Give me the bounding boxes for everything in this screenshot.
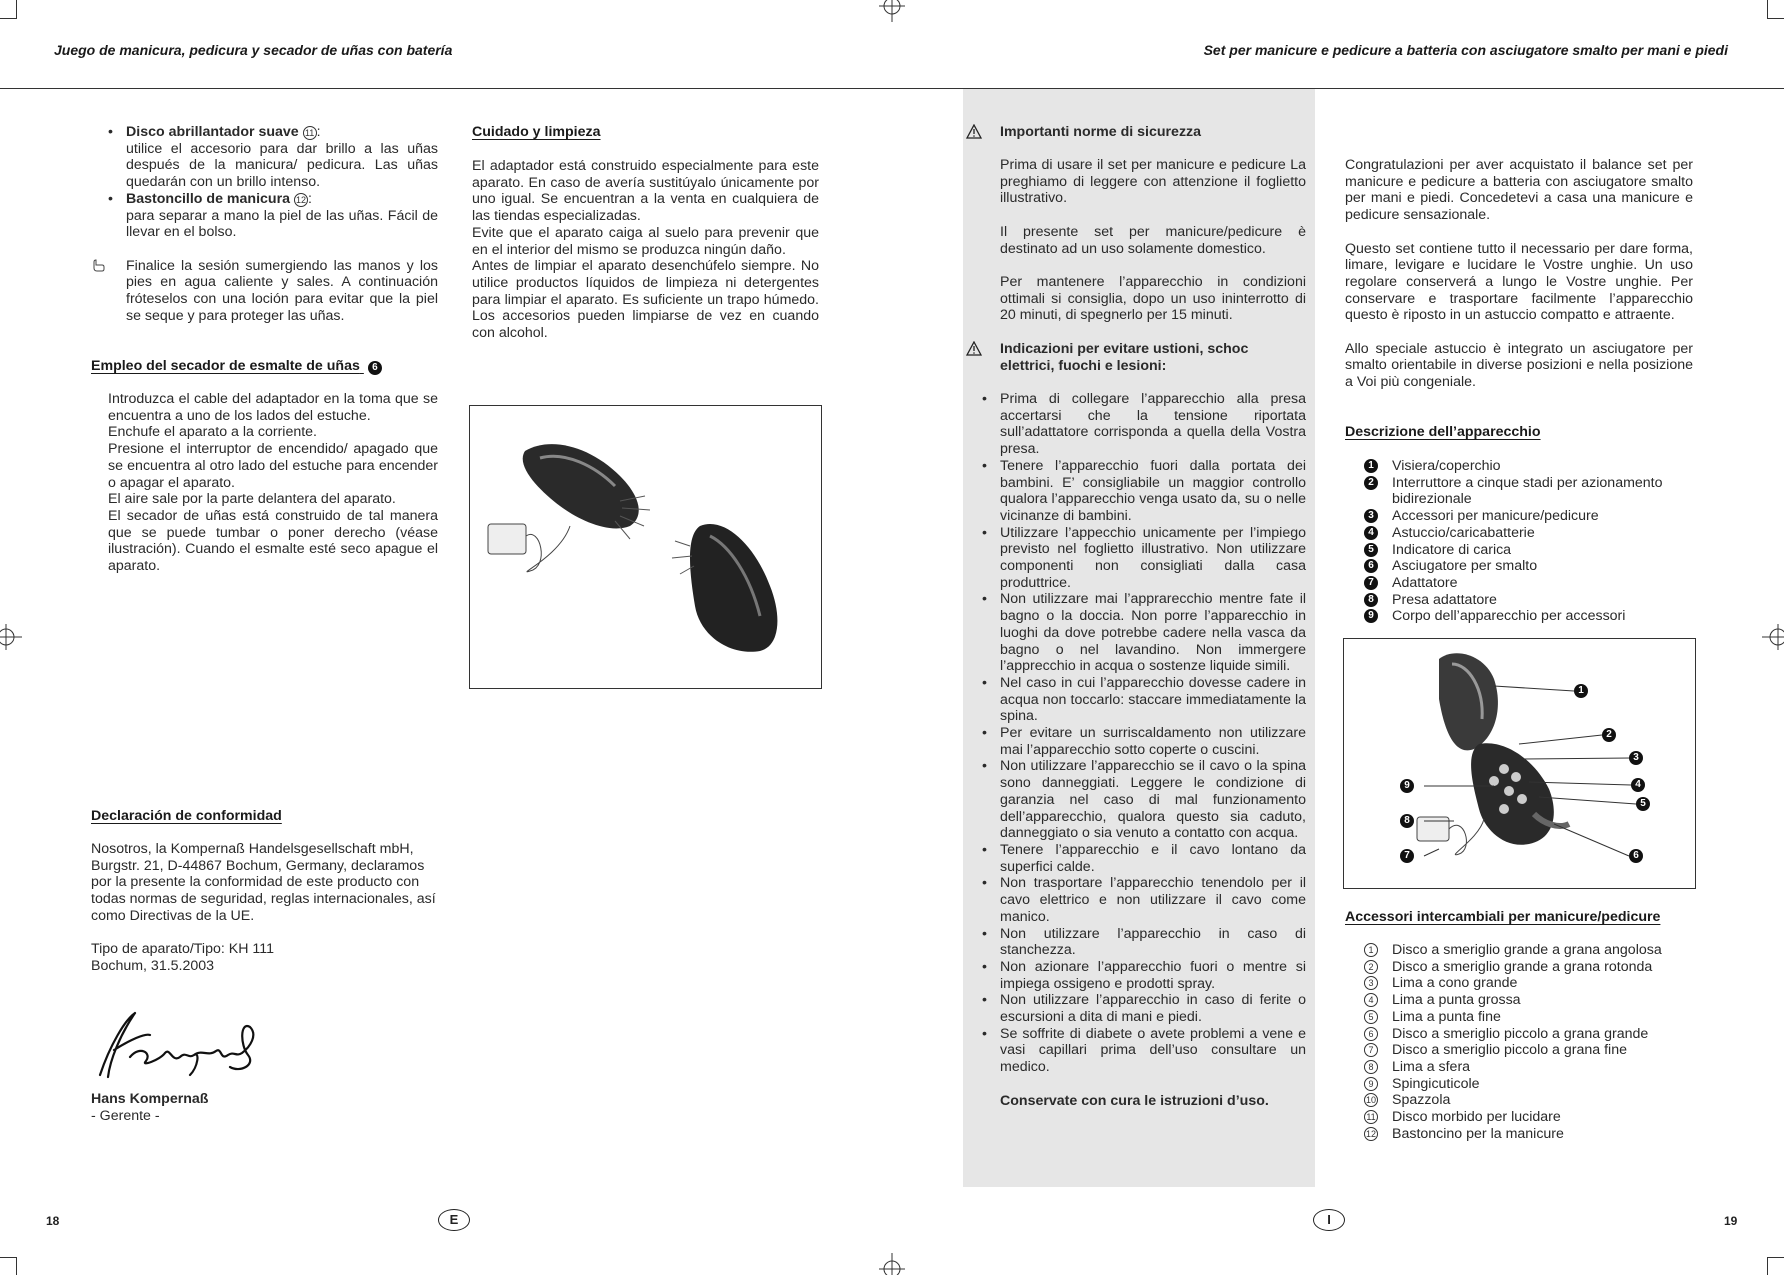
- callout-4: 4: [1631, 778, 1645, 792]
- bullet-colon: :: [316, 124, 321, 140]
- es-accessory-bullets: [108, 124, 438, 241]
- accessory-text: Disco a smeriglio grande a grana rotonda: [1392, 958, 1653, 975]
- language-badge-it: I: [1313, 1209, 1345, 1231]
- bullet-text: para separar a mano la piel de las uñas. Fácil de llevar en el bolso.: [126, 207, 438, 241]
- it-accessories-title: Accessori intercambiali per manicure/pedicure: [1345, 909, 1661, 925]
- number-badge: 2: [1364, 476, 1378, 490]
- registration-mark-right: [1762, 624, 1784, 650]
- accessory-text: Spazzola: [1392, 1092, 1451, 1109]
- language-badge-es: E: [438, 1209, 470, 1231]
- burns-item-4: • Non utilizzare mai l’apprarecchio mentre fate il bagno o la doccia. Non porre l’apparecchio in luoghi da dove potrebbe cadere nella vasca da bagno o nel lavandino. Non immergere l’apprecchio in acqua o sostenze liquide simili.: [982, 591, 1306, 675]
- page-number-left: 18: [46, 1214, 60, 1228]
- intro-para-3: Allo speciale astuccio è integrato un asciugatore per smalto orientabile in diverse posizioni e nella posizione a Voi più congeniale.: [1345, 340, 1693, 391]
- burns-item-3: • Utilizzare l’appecchio unicamente per l’impiego previsto nel foglietto illustrativo. Non utilizzare componenti non consigliati dalla casa produttrice.: [982, 525, 1306, 592]
- number-badge: 6: [1364, 559, 1378, 573]
- dryer-title-text: Empleo del secador de esmalte de uñas: [91, 358, 360, 374]
- dryer-number-badge: 6: [368, 361, 382, 375]
- intro-para-2: Questo set contiene tutto il necessario per dare forma, limare, levigare e lucidare le Vostre unghie. Un uso regolare conserverá a lungo le Vostre unghie. Per conservare e trasportare facilmente l’apparecchio questo è riposto in un astuccio compatto e attraente.: [1345, 240, 1693, 324]
- care-para-1: El adaptador está construido especialmente para este aparato. En caso de avería sustitúyalo únicamente por uno igual. Se encuentran a la venta en cualquiera de las tiendas especializadas.: [472, 158, 819, 225]
- desc-item: [1364, 475, 1694, 508]
- burns-item-8: • Tenere l’apparecchio e il cavo lontano da superfici calde.: [982, 842, 1306, 875]
- dryer-illustration: [469, 405, 822, 689]
- circled-number: 4: [1364, 993, 1378, 1007]
- callout-7: 7: [1400, 849, 1414, 863]
- registration-mark-bottom: [879, 1253, 905, 1275]
- it-safety-title: Importanti norme di sicurezza: [1000, 124, 1202, 140]
- burns-item-7: • Non utilizzare l’apparecchio se il cavo o la spina sono danneggiati. Leggere le condizione di garanzia nel caso di mal funzionamento dell’apparecchio, qualora questo sia caduto, danneggiato o sia venuto a contatto con acqua.: [982, 758, 1306, 842]
- it-desc-title: Descrizione dell’apparecchio: [1345, 424, 1541, 440]
- circled-number: 12: [295, 194, 306, 205]
- callout-3: 3: [1629, 751, 1643, 765]
- desc-item: [1364, 458, 1694, 475]
- crop-mark-tr-h: [1767, 18, 1784, 19]
- accessory-item: [1364, 1009, 1694, 1026]
- warning-icon: [966, 124, 982, 139]
- burns-item-1: • Prima di collegare l’apparecchio alla presa accertarsi che la tensione riportata sull’adattatore corrisponda a quella della Vostra presa.: [982, 391, 1306, 458]
- desc-text: Adattatore: [1392, 574, 1458, 591]
- desc-text: Astuccio/caricabatterie: [1392, 524, 1535, 541]
- desc-text: Visiera/coperchio: [1392, 458, 1501, 474]
- bullet-term: Disco abrillantador suave: [126, 124, 299, 140]
- crop-mark-tr: [1767, 0, 1768, 18]
- desc-text: Indicatore di carica: [1392, 541, 1512, 558]
- desc-text: Corpo dell’apparecchio per accessori: [1392, 608, 1626, 625]
- conformity-text: Nosotros, la Kompernaß Handelsgesellschaft mbH, Burgstr. 21, D-44867 Bochum, Germany, declaramos por la presente la conformidad de este producto con todas normas de seguridad, reglas internacionales, así como Directivas de la UE.: [91, 841, 436, 924]
- number-badge: 1: [1364, 459, 1378, 473]
- crop-mark-bl: [16, 1257, 17, 1275]
- burns-item-9: • Non trasportare l’apparecchio tenendolo per il cavo elettrico e non utilizzare il cavo come manico.: [982, 875, 1306, 925]
- circled-number: 12: [1365, 1128, 1376, 1139]
- accessory-text: Spingicuticole: [1392, 1075, 1480, 1092]
- callout-9: 9: [1400, 779, 1414, 793]
- bullet-term: Bastoncillo de manicura: [126, 190, 290, 207]
- burns-item-10: • Non utilizzare l’apparecchio in caso di stanchezza.: [982, 926, 1306, 959]
- desc-item: [1364, 542, 1694, 559]
- circled-number: 9: [1364, 1077, 1378, 1091]
- safety-para-3: Per mantenere l’apparecchio in condizioni ottimali si consiglia, dopo un uso ininterrotto di 20 minuti, di spegnerlo per 15 minuti.: [1000, 273, 1306, 324]
- accessory-text: Lima a cono grande: [1392, 975, 1518, 992]
- accessory-item: [1364, 975, 1694, 992]
- crop-mark-br-h: [1767, 1257, 1784, 1258]
- safety-para-2: Il presente set per manicure/pedicure è destinato ad un uso solamente domestico.: [1000, 223, 1306, 257]
- crop-mark-tl: [16, 0, 17, 18]
- accessory-text: Disco a smeriglio piccolo a grana fine: [1392, 1042, 1627, 1059]
- registration-mark-top: [879, 0, 905, 22]
- safety-para-1: Prima di usare il set per manicure e pedicure La preghiamo di leggere con attenzione il foglietto illustrativo.: [1000, 157, 1306, 207]
- accessory-item: [1364, 1059, 1694, 1076]
- it-burns-list: [982, 391, 1306, 1109]
- desc-item: [1364, 575, 1694, 592]
- es-bullet-polish-disc: [108, 124, 438, 191]
- accessory-text: Disco morbido per lucidare: [1392, 1109, 1561, 1126]
- dryer-para-4: El aire sale por la parte delantera del aparato.: [108, 491, 396, 508]
- crop-mark-bl-h: [0, 1257, 17, 1258]
- dryer-para-1: Introduzca el cable del adaptador en la toma que se encuentra a uno de los lados del estuche.: [108, 391, 438, 424]
- accessory-item: [1364, 1092, 1694, 1109]
- circled-number: 5: [1364, 1010, 1378, 1024]
- es-care-title: Cuidado y limpieza: [472, 124, 601, 140]
- number-badge: 4: [1364, 526, 1378, 540]
- accessory-text: Bastoncino per la manicure: [1392, 1125, 1564, 1142]
- header-left: Juego de manicura, pedicura y secador de uñas con batería: [54, 42, 453, 58]
- desc-item: [1364, 508, 1694, 525]
- keep-instructions-note: Conservate con cura le istruzioni d’uso.: [1000, 1092, 1269, 1109]
- accessory-text: Disco a smeriglio piccolo a grana grande: [1392, 1025, 1649, 1042]
- type-line: Tipo de aparato/Tipo: KH 111: [91, 941, 274, 958]
- es-care-text: [472, 158, 819, 342]
- es-dryer-text: [108, 391, 438, 575]
- accessory-item: [1364, 959, 1694, 976]
- burns-item-13: • Se soffrite di diabete o avete problemi a vene e vasi capillari prima dell’uso consultare un medico.: [982, 1026, 1306, 1076]
- bullet-text: utilice el accesorio para dar brillo a las uñas después de la manicura/ pedicura. Las uñas quedarán con un brillo intenso.: [126, 140, 438, 191]
- device-drawing: [1344, 639, 1695, 888]
- dryer-para-5: El secador de uñas está construido de tal manera que se puede tumbar o poner derecho (véase ilustración). Cuando el esmalte esté seco apague el aparato.: [108, 507, 438, 575]
- desc-text: Accessori per manicure/pedicure: [1392, 508, 1599, 525]
- dryer-para-2: Enchufe el aparato a la corriente.: [108, 424, 318, 441]
- it-safety-paras: [1000, 157, 1306, 324]
- number-badge: 3: [1364, 509, 1378, 523]
- circled-number: 7: [1364, 1043, 1378, 1057]
- intro-para-1: Congratulazioni per aver acquistato il balance set per manicure e pedicure a batteria con asciugatore smalto per mani e piedi. Concedetevi a casa una manicure e pedicure sensazionale.: [1345, 157, 1693, 224]
- number-badge: 9: [1364, 609, 1378, 623]
- desc-item: [1364, 558, 1694, 575]
- desc-text: Presa adattatore: [1392, 591, 1497, 608]
- es-tip: [91, 258, 438, 325]
- bullet-colon: :: [307, 190, 312, 207]
- es-dryer-title: [91, 358, 382, 375]
- number-badge: 8: [1364, 593, 1378, 607]
- crop-mark-br: [1767, 1257, 1768, 1275]
- accessory-item: [1364, 1109, 1694, 1126]
- burns-item-12: • Non utilizzare l’apparecchio in caso di ferite o escursioni a dita di mani e piedi.: [982, 992, 1306, 1025]
- desc-text: Interruttore a cinque stadi per azionamento bidirezionale: [1392, 474, 1663, 508]
- callout-1: 1: [1574, 684, 1588, 698]
- circled-number: 11: [1364, 1110, 1378, 1124]
- header-right: Set per manicure e pedicure a batteria con asciugatore smalto per mani e piedi: [1203, 42, 1728, 58]
- burns-item-2: • Tenere l’apparecchio fuori dalla portata dei bambini. E’ consigliabile un maggior controllo qualora l’apparecchio venga usato da, su o nelle vicinanze di bambini.: [982, 458, 1306, 525]
- desc-item: [1364, 525, 1694, 542]
- circled-number: 6: [1364, 1027, 1378, 1041]
- circled-number: 2: [1364, 960, 1378, 974]
- circled-number: 1: [1364, 943, 1378, 957]
- accessory-item: [1364, 942, 1694, 959]
- signer-name: Hans Kompernaß: [91, 1091, 209, 1107]
- es-column-1: [91, 124, 438, 324]
- callout-8: 8: [1400, 814, 1414, 828]
- dryer-drawing: [470, 406, 821, 688]
- circled-number: 10: [1365, 1095, 1376, 1106]
- accessory-text: Lima a sfera: [1392, 1058, 1471, 1075]
- accessory-item: [1364, 1042, 1694, 1059]
- it-burns-title: Indicazioni per evitare ustioni, schoc elettrici, fuochi e lesioni:: [1000, 341, 1249, 374]
- it-accessories-list: [1364, 942, 1694, 1142]
- circled-number: 11: [303, 126, 317, 140]
- number-badge: 5: [1364, 543, 1378, 557]
- accessory-text: Lima a punta fine: [1392, 1008, 1501, 1025]
- accessory-item: [1364, 1026, 1694, 1043]
- tip-text: Finalice la sesión sumergiendo las manos y los pies en agua caliente y sales. A continuación fróteselos con una loción para evitar que la piel se seque y para proteger las uñas.: [126, 257, 438, 324]
- signature: [90, 1005, 275, 1085]
- es-conformity-title: Declaración de conformidad: [91, 808, 282, 824]
- device-diagram: [1343, 638, 1696, 889]
- burns-item-11: • Non azionare l’apparecchio fuori o mentre si impiega ossigeno e prodotti spray.: [982, 959, 1306, 992]
- accessory-text: Disco a smeriglio grande a grana angolosa: [1392, 942, 1662, 958]
- dryer-para-3: Presione el interruptor de encendido/ apagado que se encuentra al otro lado del estuche para encender o apagar el aparato.: [108, 441, 438, 491]
- burns-item-5: • Nel caso in cui l’apparecchio dovesse cadere in acqua non toccarlo: staccare immediatamente la spina.: [982, 675, 1306, 725]
- page-number-right: 19: [1724, 1214, 1738, 1228]
- callout-2: 2: [1602, 728, 1616, 742]
- accessory-item: [1364, 1076, 1694, 1093]
- burns-item-6: • Per evitare un surriscaldamento non utilizzare mai l’apparecchio sotto coperte o cuscini.: [982, 725, 1306, 758]
- hand-pointer-icon: [92, 259, 105, 272]
- callout-5: 5: [1636, 797, 1650, 811]
- it-intro: [1345, 157, 1693, 391]
- it-desc-list: [1364, 458, 1694, 625]
- circled-number: 8: [1364, 1060, 1378, 1074]
- callout-6: 6: [1629, 849, 1643, 863]
- warning-icon: [966, 341, 982, 356]
- place-date: Bochum, 31.5.2003: [91, 957, 215, 974]
- care-para-2: Evite que el aparato caiga al suelo para prevenir que en el interior del mismo se produzca ningún daño.: [472, 224, 819, 258]
- accessory-item: [1364, 992, 1694, 1009]
- es-bullet-manicure-stick: [108, 191, 438, 241]
- care-para-3: Antes de limpiar el aparato desenchúfelo siempre. No utilice productos líquidos de limpieza ni detergentes para limpiar el aparato. Es suficiente un trapo húmedo. Los accesorios pueden limpiarse de vez en cuando con alcohol.: [472, 258, 819, 342]
- circled-number: 3: [1364, 976, 1378, 990]
- number-badge: 7: [1364, 576, 1378, 590]
- signer-role: - Gerente -: [91, 1108, 160, 1124]
- es-conformity-block: [91, 841, 441, 975]
- crop-mark-tl-h: [0, 18, 17, 19]
- registration-mark-left: [0, 624, 22, 650]
- desc-text: Asciugatore per smalto: [1392, 558, 1538, 575]
- header-rule: [0, 88, 1784, 89]
- desc-item: [1364, 592, 1694, 609]
- desc-item: [1364, 608, 1694, 625]
- accessory-item: [1364, 1126, 1694, 1143]
- accessory-text: Lima a punta grossa: [1392, 992, 1521, 1009]
